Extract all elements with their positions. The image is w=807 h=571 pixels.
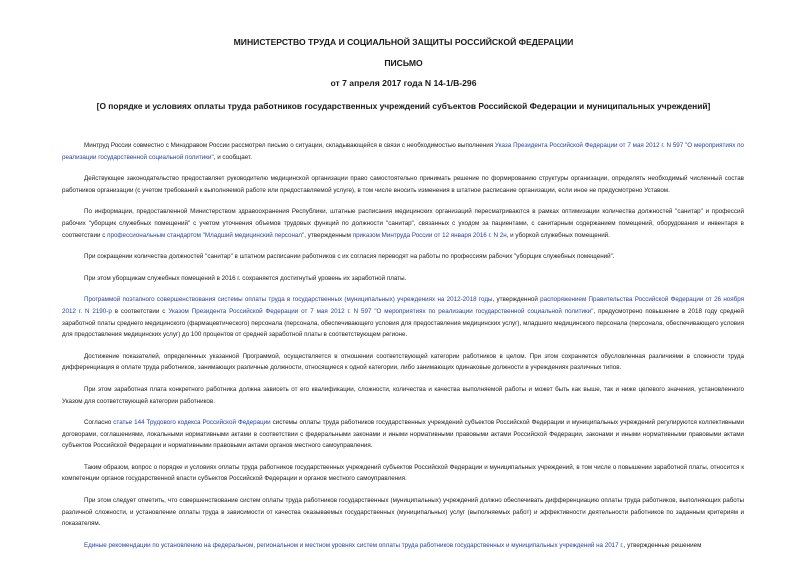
paragraph-text: Таким образом, вопрос о порядке и условиях оплаты труда работников государственных учреждений субъектов Российской Федерации и муниципальных учреждений, в том числе о повышении заработной платы, относится к компетенции органов государственной власти субъектов Российской Федерации и органов местного самоуправления. (62, 463, 744, 483)
paragraph-8 (62, 384, 744, 407)
paragraph-6 (62, 294, 744, 340)
link-unified-recommendations[interactable]: Единые рекомендации по установлению на федеральном, региональном и местном уровнях систем оплаты труда работников государственных и муниципальных учреждений на 2017 г. (84, 541, 624, 549)
paragraph-text: По информации, предоставленной Министерством здравоохранения Республики, штатные расписания медицинских организаций пересматриваются в рамках оптимизации количества должностей "санитар" и профессий рабочих "уборщик служебных помещений" с учетом уточнения объемов трудовых функций по должности "санитар", связанных с уходом за пациентами, с санитарным содержанием помещений, оборудования и инвентаря в соответствии с (62, 208, 744, 239)
link-labor-code-144[interactable]: статье 144 Трудового кодекса Российской Федерации (113, 419, 271, 427)
document-subject: [О порядке и условиях оплаты труда работников государственных учреждений субъектов Российской Федерации и муниципальных учреждений] (96, 101, 711, 111)
paragraph-2 (62, 173, 744, 196)
paragraph-text: При этом уборщикам служебных помещений в 2016 г. сохраняется достигнутый уровень их заработной платы. (84, 274, 407, 282)
paragraph-7 (62, 351, 744, 374)
paragraph-text: При сокращении количества должностей "санитар" в штатном расписании работников с их согласия переводят на работы по профессиям рабочих "уборщик служебных помещений". (84, 253, 615, 261)
link-program[interactable]: Программой поэтапного совершенствования системы оплаты труда в государственных (муниципальных) учреждениях на 2012-2018 годы (84, 296, 493, 304)
paragraph-text: , и уборкой служебных помещений. (506, 231, 610, 239)
paragraph-text: При этом следует отметить, что совершенствование систем оплаты труда работников государственных (муниципальных) учреждений должно обеспечивать дифференциацию оплаты труда работников, выполняющих работы различной сложности, и установление оплаты труда в зависимости от качества оказываемых государственных (муниципальных) услуг (выполняемых работ) и эффективности деятельности работников по заданным критериям и показателям. (62, 497, 744, 528)
link-government-order-2190[interactable]: распоряжением Правительства Российской Федерации от 26 ноября 2012 г. N 2190-р (62, 296, 745, 315)
paragraph-9 (62, 417, 744, 452)
link-decree-597[interactable]: Указа Президента Российской Федерации от 7 мая 2012 г. N 597 "О мероприятиях по реализации государственной социальной политики" (62, 142, 745, 161)
paragraph-4 (62, 251, 744, 263)
link-order-2n[interactable]: приказом Минтруда России от 12 января 2016 г. N 2н (352, 231, 507, 239)
paragraph-text: , утвержденные решением (623, 541, 702, 549)
paragraph-text: в соответствии с (111, 307, 169, 315)
paragraph-text: системы оплаты труда работников государственных учреждений субъектов Российской Федерации и муниципальных учреждений регулируются коллективными договорами, соглашениями, локальными нормативными актами в соответствии с федеральными законами и иными нормативными правовыми актами Российской Федерации, законами и иными нормативными правовыми актами субъектов Российской Федерации и нормативными правовыми актами органов местного самоуправления. (62, 419, 744, 450)
paragraph-10 (62, 462, 744, 485)
paragraph-3 (62, 206, 744, 241)
paragraph-text: , и сообщает. (213, 153, 252, 161)
paragraph-text: , предусмотрено повышение в 2018 году средней заработной платы среднего медицинского (фармацевтического) персонала (персонала, обеспечивающего условия для предоставления медицинских услуг), младшего медицинского персонала (персонала, обеспечивающего условия для предоставления медицинских услуг) до 100 процентов от средней заработной платы в соответствующем регионе. (62, 307, 745, 339)
link-decree-597-2[interactable]: Указом Президента Российской Федерации от 7 мая 2012 г. N 597 "О мероприятиях по реализации государственной социальной политики" (168, 307, 594, 315)
paragraph-text: Достижение показателей, определенных указанной Программой, осуществляется в отношении соответствующей категории работников в целом. При этом сохраняется обусловленная различиями в сложности труда дифференциация в оплате труда работников, занимающих различные должности, относящиеся к одной категории, либо занимающих одинаковые должности в учреждениях различных типов. (62, 352, 744, 372)
paragraph-text: , утвержденным (304, 231, 353, 239)
paragraph-text: Действующее законодательство предоставляет руководителю медицинской организации право самостоятельно принимать решение по формированию структуры организации, определять необходимый численный состав работников организации (с учетом требований к выполняемой работе или предоставляемой услуге), в том числе вносить изменения в штатное расписание организации, если иное не предусмотрено Уставом. (62, 175, 744, 194)
document-body (62, 140, 744, 561)
ministry-heading: МИНИСТЕРСТВО ТРУДА И СОЦИАЛЬНОЙ ЗАЩИТЫ РОССИЙСКОЙ ФЕДЕРАЦИИ (233, 37, 574, 47)
paragraph-11 (62, 495, 744, 530)
paragraph-text: Согласно (84, 419, 114, 427)
paragraph-text: , утвержденной (492, 296, 541, 304)
paragraph-12 (62, 540, 744, 552)
paragraph-text: Минтруд России совместно с Минздравом России рассмотрел письмо о ситуации, складывающейся в связи с необходимостью выполнения (84, 142, 495, 149)
paragraph-1 (62, 140, 744, 163)
paragraph-5 (62, 273, 744, 285)
document-type: ПИСЬМО (384, 58, 423, 68)
link-professional-standard[interactable]: профессиональным стандартом "Младший медицинский персонал" (107, 231, 305, 239)
document-date-number: от 7 апреля 2017 года N 14-1/В-296 (330, 78, 477, 88)
paragraph-text: При этом заработная плата конкретного работника должна зависеть от его квалификации, сложности, количества и качества выполняемой работы и может быть как выше, так и ниже целевого значения, установленного Указом для соответствующей категории работников. (62, 385, 744, 405)
